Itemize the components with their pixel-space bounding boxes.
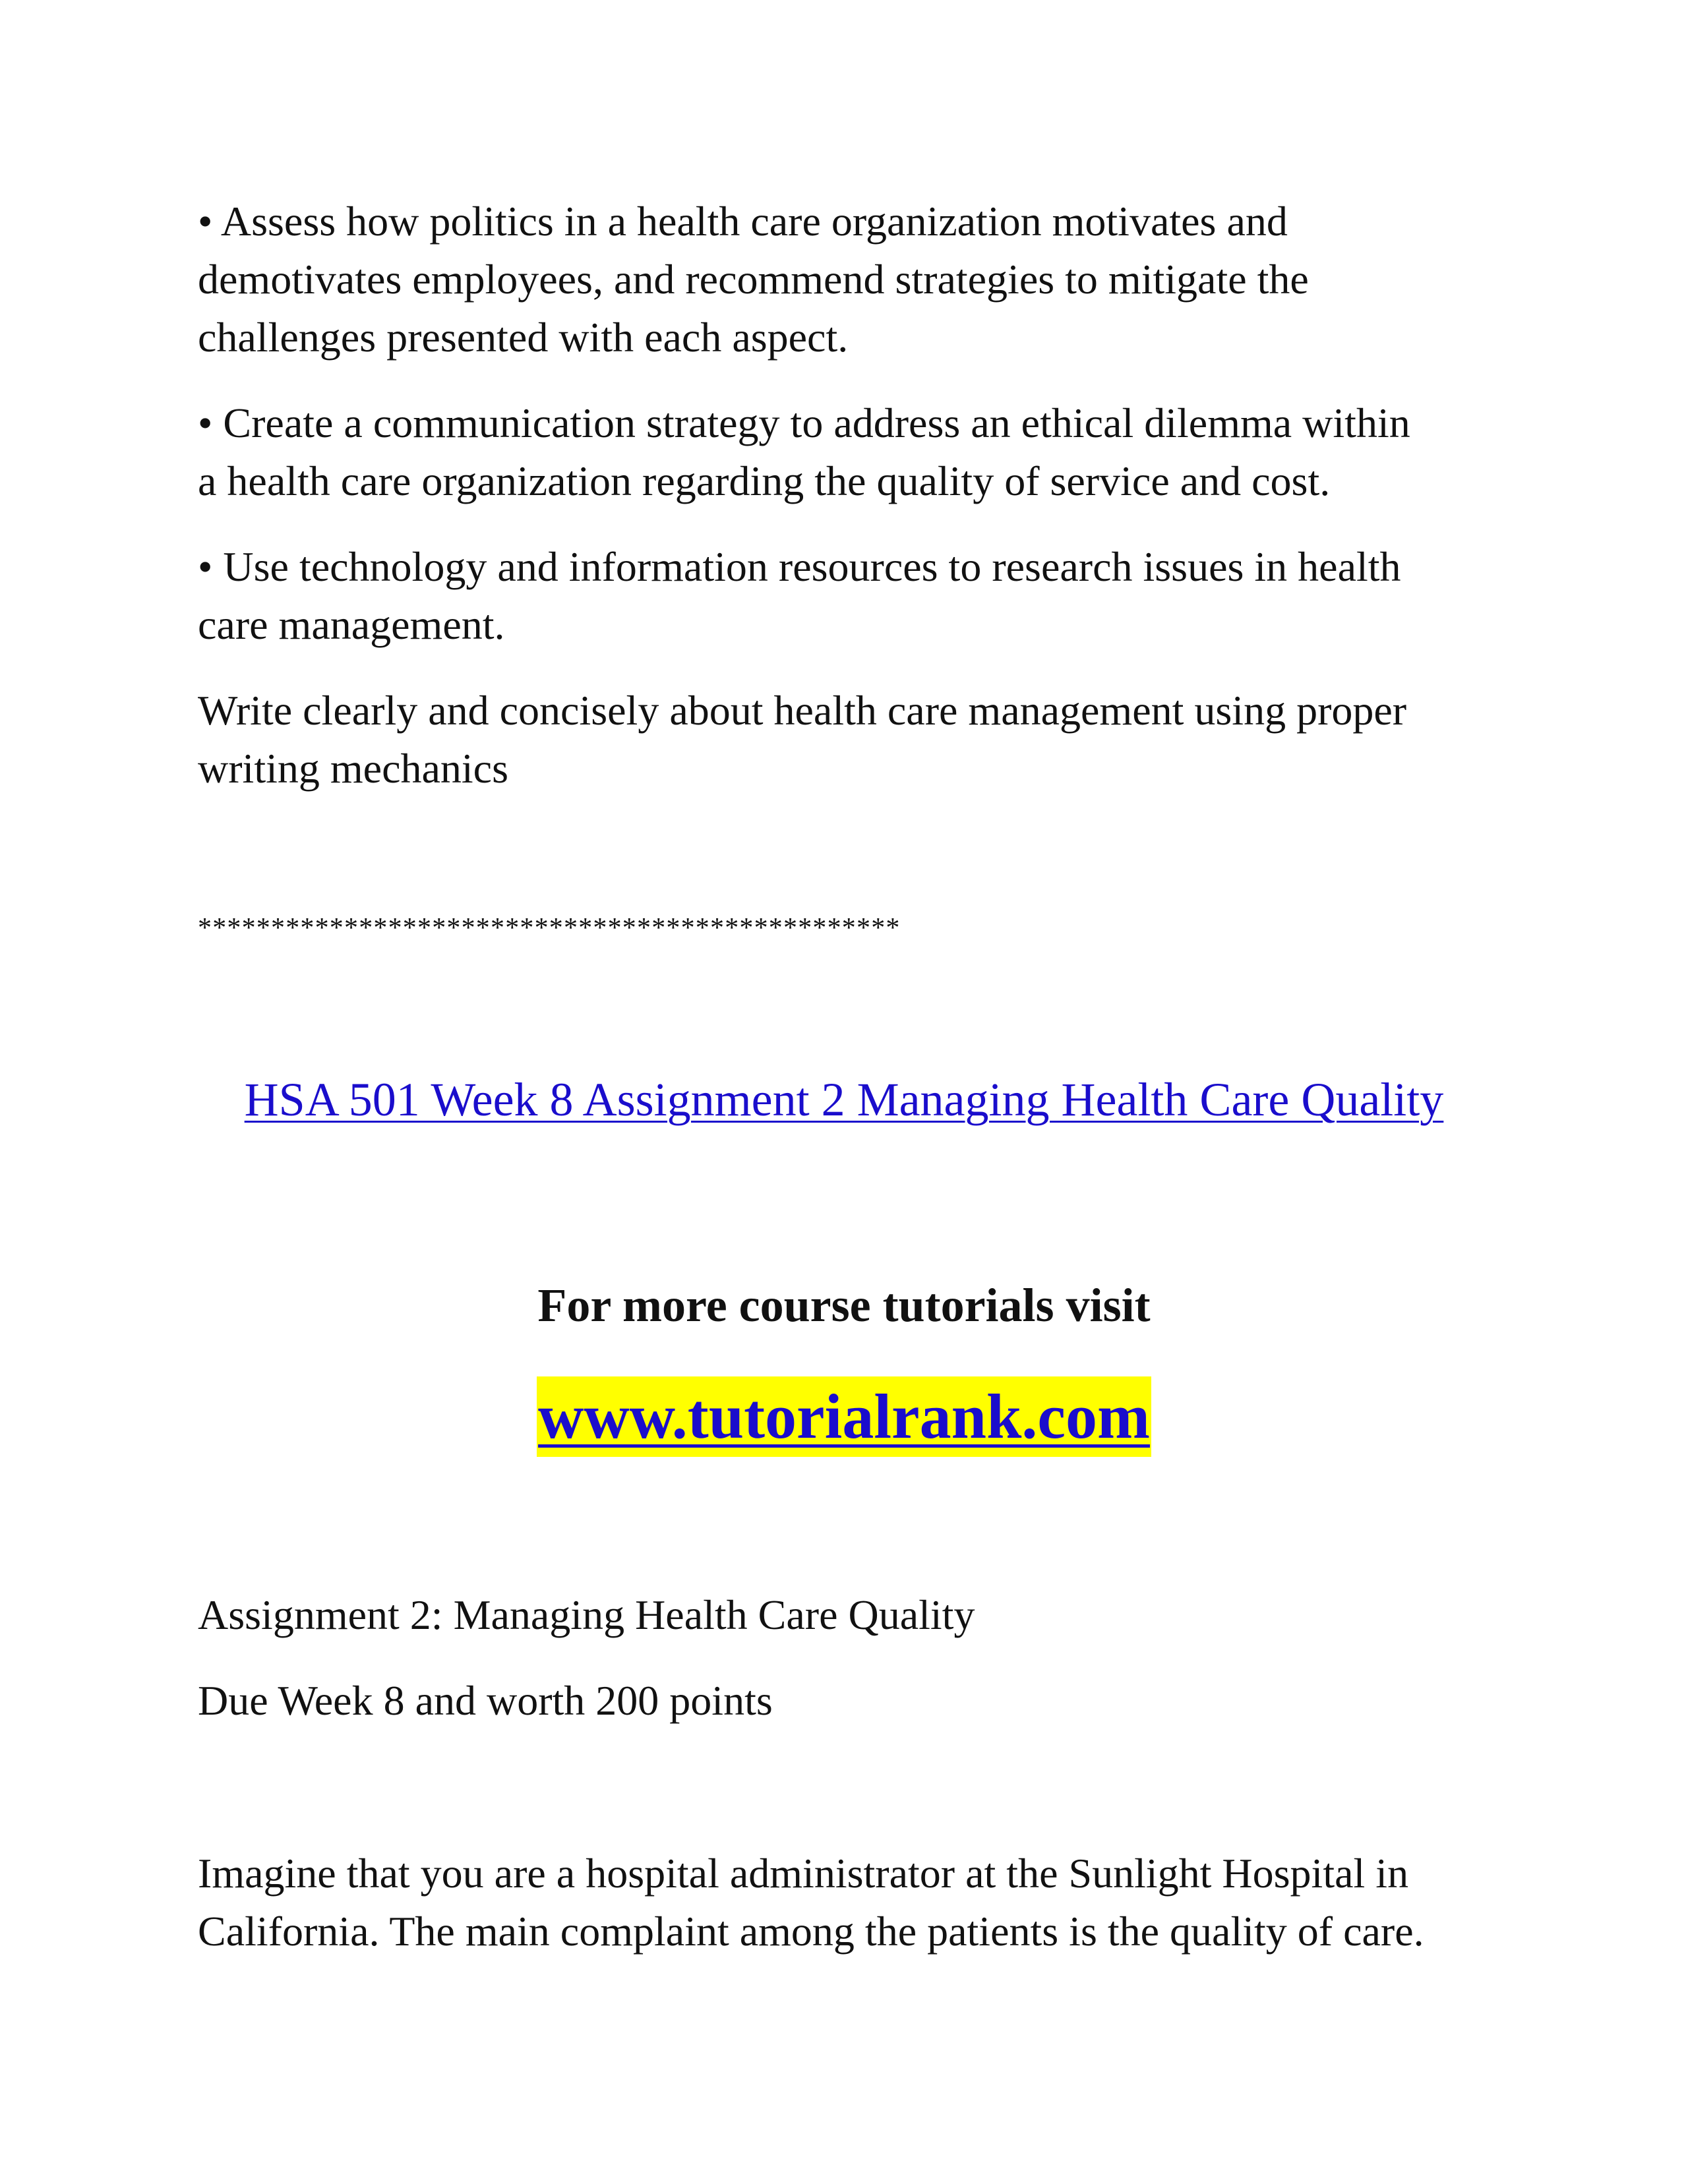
separator-stars: ************************************************ xyxy=(198,913,901,943)
highlighted-site xyxy=(537,1376,1151,1457)
closing-paragraph xyxy=(198,682,1517,798)
bullet-communication xyxy=(198,394,1517,510)
course-link[interactable]: HSA 501 Week 8 Assignment 2 Managing Health Care Quality xyxy=(244,1073,1444,1126)
bullet-technology xyxy=(198,538,1517,654)
assignment-title xyxy=(198,1586,1517,1644)
text-line: care management. xyxy=(198,601,505,648)
site-link[interactable]: www.tutorialrank.com xyxy=(538,1381,1150,1452)
text-line: demotivates employees, and recommend strategies to mitigate the xyxy=(198,256,1309,303)
text-line: writing mechanics xyxy=(198,745,508,792)
promo-site-container xyxy=(0,1376,1688,1457)
text-line: California. The main complaint among the patients is the quality of care. xyxy=(198,1908,1424,1955)
text-line: a health care organization regarding the quality of service and cost. xyxy=(198,457,1331,504)
bullet-politics xyxy=(198,192,1517,367)
text-line: • Create a communication strategy to address an ethical dilemma within xyxy=(198,399,1410,446)
text-line: Imagine that you are a hospital administrator at the Sunlight Hospital in xyxy=(198,1850,1409,1897)
scenario-paragraph xyxy=(198,1845,1517,1961)
text-line: • Assess how politics in a health care organization motivates and xyxy=(198,198,1288,245)
assignment-due xyxy=(198,1672,1517,1730)
text-line: Assignment 2: Managing Health Care Quality xyxy=(198,1591,975,1638)
course-link-container xyxy=(0,1067,1688,1133)
text-line: challenges presented with each aspect. xyxy=(198,314,849,361)
text-line: Write clearly and concisely about health care management using proper xyxy=(198,687,1407,734)
text-line: • Use technology and information resources to research issues in health xyxy=(198,543,1401,590)
text-line: Due Week 8 and worth 200 points xyxy=(198,1677,773,1724)
promo-heading: For more course tutorials visit xyxy=(537,1279,1151,1332)
